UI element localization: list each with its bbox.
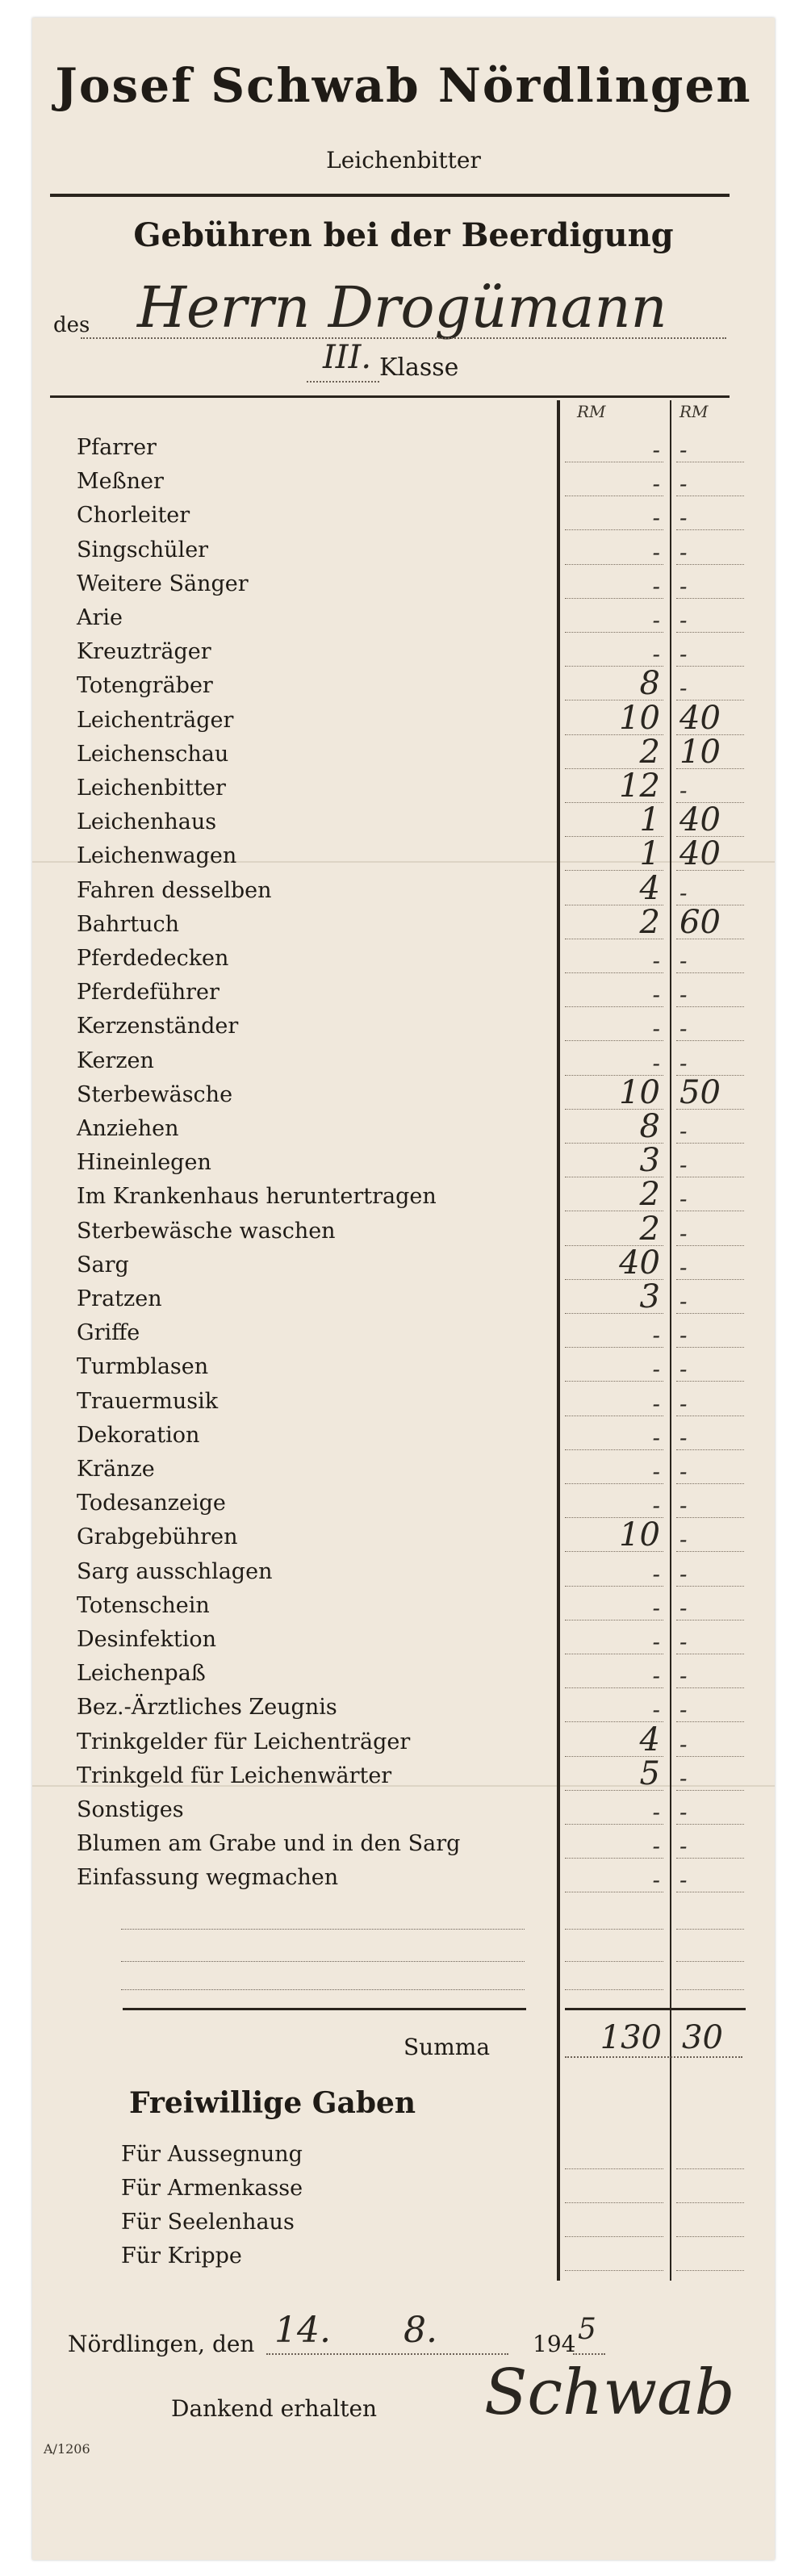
fee-value-rm1: - bbox=[652, 1629, 660, 1655]
fee-value-rm2: - bbox=[679, 539, 688, 566]
empty-dotline bbox=[121, 1929, 525, 1930]
fee-item-label: Leichenpaß bbox=[77, 1661, 206, 1686]
summa-rm2: 30 bbox=[682, 2019, 723, 2056]
fee-value-rm1: - bbox=[652, 437, 660, 463]
fee-value-rm2: - bbox=[679, 1696, 688, 1723]
footer-year-dotline bbox=[573, 2353, 605, 2355]
fee-value-rm1: - bbox=[652, 1492, 660, 1519]
fee-item-label: Sterbewäsche bbox=[77, 1082, 233, 1107]
fee-value-rm2: - bbox=[679, 1662, 688, 1689]
fee-value-rm1: - bbox=[652, 1867, 660, 1893]
fee-item-label: Turmblasen bbox=[77, 1354, 209, 1379]
footer-thanks: Dankend erhalten bbox=[171, 2395, 378, 2422]
fee-value-rm1: - bbox=[652, 1356, 660, 1382]
freiwillige-cell-rm1-line bbox=[565, 2236, 663, 2237]
empty-cell-line bbox=[565, 1961, 663, 1962]
fee-value-rm2: - bbox=[679, 981, 688, 1008]
fee-item-label: Leichenhaus bbox=[77, 809, 217, 834]
fee-value-rm2: - bbox=[679, 1492, 688, 1519]
fee-value-rm2: - bbox=[679, 1390, 688, 1417]
fee-item-label: Arie bbox=[77, 605, 123, 630]
fee-value-rm1: - bbox=[652, 607, 660, 634]
class-value: III. bbox=[323, 339, 372, 376]
fee-value-rm1: 8 bbox=[639, 665, 660, 702]
fee-item-label: Sarg bbox=[77, 1252, 129, 1278]
freiwillige-item-label: Für Armenkasse bbox=[121, 2176, 303, 2201]
fee-item-label: Trinkgelder für Leichenträger bbox=[77, 1729, 411, 1754]
fee-item-label: Einfassung wegmachen bbox=[77, 1865, 339, 1890]
fee-item-label: Leichenwagen bbox=[77, 843, 237, 868]
fee-value-rm2: - bbox=[679, 675, 688, 701]
fee-value-rm2: - bbox=[679, 1458, 688, 1485]
class-dotline bbox=[307, 381, 379, 383]
freiwillige-cell-rm2-line bbox=[676, 2168, 744, 2169]
fee-value-rm2: - bbox=[679, 1833, 688, 1859]
fee-value-rm1: - bbox=[652, 947, 660, 974]
fee-item-label: Pferdedecken bbox=[77, 946, 229, 971]
fee-value-rm2: - bbox=[679, 1629, 688, 1655]
signature: Schwab bbox=[484, 2356, 735, 2429]
freiwillige-cell-rm1-line bbox=[565, 2270, 663, 2271]
fee-value-rm1: 3 bbox=[639, 1278, 660, 1315]
column-header-rm1: RM bbox=[577, 402, 606, 421]
fee-value-rm1: 2 bbox=[639, 734, 660, 771]
summa-rule-amount bbox=[565, 2008, 746, 2010]
fee-item-label: Leichenschau bbox=[77, 742, 229, 767]
fee-item-label: Desinfektion bbox=[77, 1627, 216, 1652]
fee-value-rm1: - bbox=[652, 1322, 660, 1349]
fee-item-label: Dekoration bbox=[77, 1423, 200, 1448]
fee-value-rm2: - bbox=[679, 573, 688, 600]
fee-item-label: Trauermusik bbox=[77, 1389, 219, 1414]
fee-item-label: Kränze bbox=[77, 1457, 155, 1482]
fee-value-rm1: 4 bbox=[639, 870, 660, 907]
header-rule bbox=[50, 194, 730, 197]
fee-item-label: Totenschein bbox=[77, 1593, 210, 1618]
fee-value-rm1: 8 bbox=[639, 1108, 660, 1145]
fee-value-rm1: - bbox=[652, 1458, 660, 1485]
fee-item-label: Sonstiges bbox=[77, 1797, 184, 1822]
freiwillige-cell-rm2-line bbox=[676, 2202, 744, 2203]
fee-value-rm1: - bbox=[652, 573, 660, 600]
fee-value-rm2: - bbox=[679, 607, 688, 634]
fee-value-rm2: - bbox=[679, 1731, 688, 1758]
fee-value-rm2: 40 bbox=[679, 801, 721, 838]
company-title: Josef Schwab Nördlingen bbox=[55, 58, 752, 113]
fee-value-rm1: 5 bbox=[639, 1755, 660, 1792]
freiwillige-heading: Freiwillige Gaben bbox=[129, 2086, 416, 2120]
fee-value-rm2: - bbox=[679, 1526, 688, 1553]
fee-value-rm2: - bbox=[679, 1118, 688, 1144]
freiwillige-item-label: Für Aussegnung bbox=[121, 2142, 303, 2167]
fee-item-label: Hineinlegen bbox=[77, 1150, 211, 1175]
fee-value-rm2: - bbox=[679, 1152, 688, 1178]
fee-item-label: Im Krankenhaus heruntertragen bbox=[77, 1184, 437, 1209]
summa-rule bbox=[123, 2008, 526, 2010]
fee-value-rm2: - bbox=[679, 470, 688, 497]
fee-value-rm2: - bbox=[679, 1288, 688, 1315]
fee-item-label: Pfarrer bbox=[77, 435, 157, 460]
document-heading: Gebühren bei der Beerdigung bbox=[133, 216, 674, 254]
footer-day: 14. bbox=[274, 2310, 331, 2351]
fee-value-rm1: 2 bbox=[639, 904, 660, 941]
summa-rm1: 130 bbox=[600, 2019, 662, 2056]
column-divider-right bbox=[670, 400, 671, 2281]
freiwillige-cell-rm1-line bbox=[565, 2202, 663, 2203]
footer-place-label: Nördlingen, den bbox=[68, 2331, 255, 2357]
fee-value-rm2: - bbox=[679, 947, 688, 974]
fee-value-rm2: - bbox=[679, 1186, 688, 1212]
fee-value-rm2: 40 bbox=[679, 700, 721, 737]
freiwillige-cell-rm2-line bbox=[676, 2236, 744, 2237]
fee-item-label: Sarg ausschlagen bbox=[77, 1559, 273, 1584]
fee-value-rm1: 40 bbox=[619, 1244, 660, 1282]
empty-dotline bbox=[121, 1989, 525, 1990]
fee-value-rm1: 1 bbox=[639, 801, 660, 838]
recipient-prefix: des bbox=[53, 313, 90, 337]
fee-item-label: Trinkgeld für Leichenwärter bbox=[77, 1763, 392, 1788]
fee-value-rm1: - bbox=[652, 1696, 660, 1723]
fee-value-rm2: - bbox=[679, 1050, 688, 1077]
company-subtitle: Leichenbitter bbox=[326, 147, 481, 174]
fee-value-rm2: - bbox=[679, 1799, 688, 1825]
fee-value-rm2: - bbox=[679, 777, 688, 804]
fee-value-rm2: - bbox=[679, 504, 688, 531]
fee-item-label: Anziehen bbox=[77, 1116, 179, 1141]
fee-item-label: Leichenträger bbox=[77, 708, 234, 733]
fee-value-rm1: - bbox=[652, 1015, 660, 1042]
footer-month: 8. bbox=[404, 2310, 437, 2351]
summa-dotline bbox=[565, 2056, 742, 2058]
fee-value-rm2: - bbox=[679, 1356, 688, 1382]
fee-item-label: Totengräber bbox=[77, 673, 213, 698]
summa-label: Summa bbox=[404, 2034, 491, 2060]
fee-value-rm1: 2 bbox=[639, 1211, 660, 1248]
fee-item-label: Pferdeführer bbox=[77, 980, 220, 1005]
fee-item-label: Kerzen bbox=[77, 1048, 154, 1073]
fee-item-label: Leichenbitter bbox=[77, 776, 226, 801]
fee-value-rm1: 2 bbox=[639, 1176, 660, 1213]
recipient-name: Herrn Drogümann bbox=[137, 274, 667, 341]
class-label: Klasse bbox=[379, 353, 459, 382]
empty-dotline bbox=[121, 1961, 525, 1962]
fee-value-rm1: - bbox=[652, 470, 660, 497]
fee-value-rm1: 12 bbox=[619, 767, 660, 805]
column-divider-left bbox=[557, 400, 560, 2281]
empty-cell-line bbox=[676, 1989, 744, 1990]
fee-value-rm1: - bbox=[652, 1050, 660, 1077]
footer-year-suffix: 5 bbox=[578, 2313, 596, 2346]
fee-value-rm2: - bbox=[679, 1424, 688, 1451]
fee-value-rm1: - bbox=[652, 1799, 660, 1825]
fee-item-label: Bahrtuch bbox=[77, 912, 179, 937]
fee-value-rm2: - bbox=[679, 1322, 688, 1349]
fee-value-rm1: - bbox=[652, 1561, 660, 1587]
fee-value-rm2: - bbox=[679, 1561, 688, 1587]
fee-value-rm2: 60 bbox=[679, 904, 721, 941]
fee-value-rm2: - bbox=[679, 880, 688, 906]
fee-value-rm1: - bbox=[652, 1833, 660, 1859]
fee-value-rm1: - bbox=[652, 1390, 660, 1417]
fee-value-rm1: - bbox=[652, 641, 660, 667]
fee-value-rm2: - bbox=[679, 641, 688, 667]
freiwillige-cell-rm1-line bbox=[565, 2168, 663, 2169]
freiwillige-cell-rm2-line bbox=[676, 2270, 744, 2271]
fee-value-rm2: - bbox=[679, 437, 688, 463]
fee-item-label: Kreuzträger bbox=[77, 639, 211, 664]
fee-value-rm1: - bbox=[652, 539, 660, 566]
fee-value-rm2: - bbox=[679, 1015, 688, 1042]
fee-item-label: Pratzen bbox=[77, 1286, 162, 1311]
fee-value-rm1: 4 bbox=[639, 1721, 660, 1758]
fee-item-label: Singschüler bbox=[77, 537, 209, 562]
fee-value-rm1: - bbox=[652, 1595, 660, 1621]
fee-item-label: Chorleiter bbox=[77, 503, 190, 528]
fee-value-rm2: - bbox=[679, 1220, 688, 1247]
fee-value-rm2: - bbox=[679, 1765, 688, 1792]
fee-item-label: Griffe bbox=[77, 1320, 140, 1345]
fee-value-rm2: 40 bbox=[679, 835, 721, 872]
footer-year-prefix: 194 bbox=[533, 2331, 576, 2357]
fee-item-label: Blumen am Grabe und in den Sarg bbox=[77, 1831, 461, 1856]
fee-value-rm1: - bbox=[652, 1662, 660, 1689]
fee-item-label: Sterbewäsche waschen bbox=[77, 1219, 336, 1244]
freiwillige-item-label: Für Krippe bbox=[121, 2244, 242, 2269]
footer-date-dotline bbox=[266, 2353, 508, 2355]
fee-value-rm2: - bbox=[679, 1595, 688, 1621]
fee-item-label: Weitere Sänger bbox=[77, 571, 249, 596]
empty-cell-line bbox=[565, 1929, 663, 1930]
empty-cell-line bbox=[676, 1961, 744, 1962]
fee-value-rm1: 10 bbox=[619, 1516, 660, 1554]
fee-item-label: Fahren desselben bbox=[77, 878, 272, 903]
empty-cell-line bbox=[676, 1929, 744, 1930]
freiwillige-item-label: Für Seelenhaus bbox=[121, 2210, 295, 2235]
fee-item-label: Grabgebühren bbox=[77, 1524, 238, 1549]
fee-value-rm1: 10 bbox=[619, 1074, 660, 1111]
fee-value-rm1: 10 bbox=[619, 700, 660, 737]
fee-value-rm1: - bbox=[652, 504, 660, 531]
fee-value-rm2: 10 bbox=[679, 734, 721, 771]
column-header-rm2: RM bbox=[679, 402, 709, 421]
fee-value-rm1: - bbox=[652, 981, 660, 1008]
fee-value-rm2: - bbox=[679, 1254, 688, 1281]
fee-value-rm2: - bbox=[679, 1867, 688, 1893]
fee-value-rm1: - bbox=[652, 1424, 660, 1451]
fee-item-label: Meßner bbox=[77, 469, 164, 494]
recipient-dotline bbox=[81, 337, 726, 339]
form-reference: A/1206 bbox=[44, 2441, 90, 2457]
fee-value-rm1: 1 bbox=[639, 835, 660, 872]
fee-item-label: Kerzenständer bbox=[77, 1014, 239, 1039]
fee-value-rm1: 3 bbox=[639, 1142, 660, 1179]
fee-value-rm2: 50 bbox=[679, 1074, 721, 1111]
fee-item-label: Bez.-Ärztliches Zeugnis bbox=[77, 1695, 337, 1720]
fee-item-label: Todesanzeige bbox=[77, 1491, 226, 1516]
table-top-rule bbox=[50, 395, 730, 398]
empty-cell-line bbox=[565, 1989, 663, 1990]
